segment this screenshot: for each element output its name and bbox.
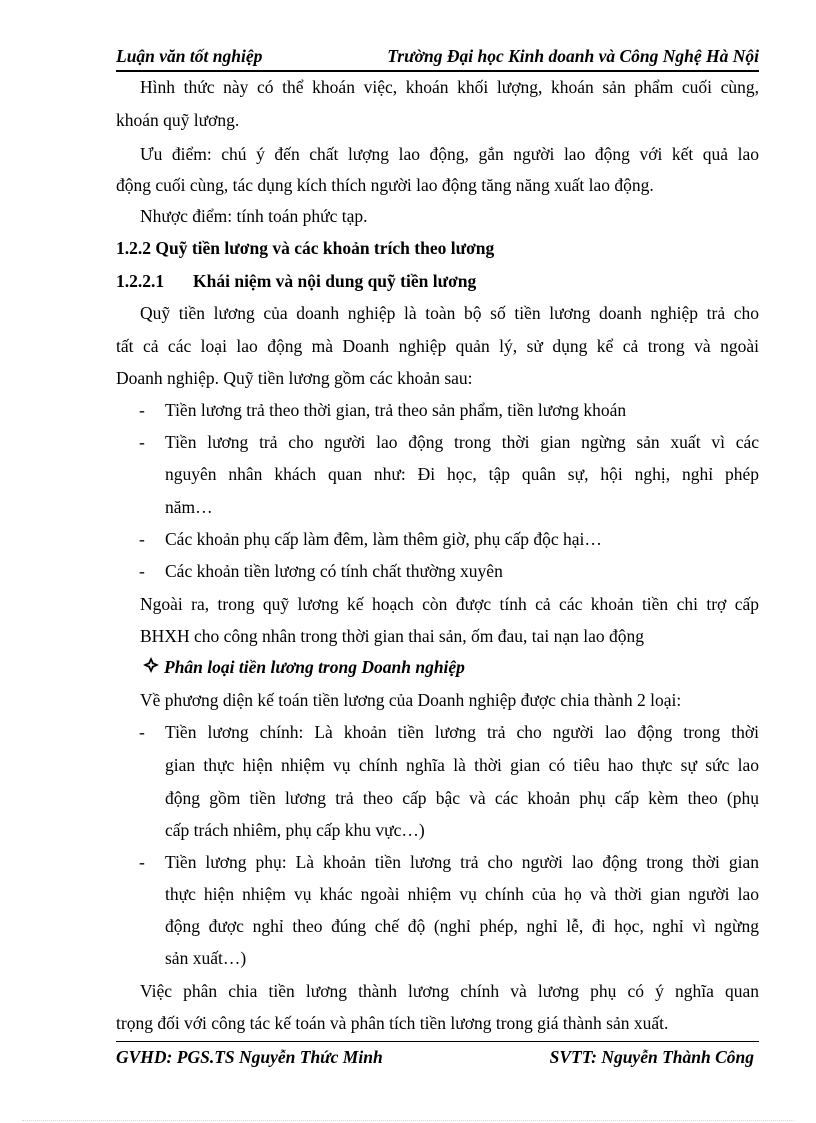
page-header xyxy=(116,44,759,72)
classification-heading: Phân loại tiền lương trong Doanh nghiệp xyxy=(164,657,465,677)
list-item-continued: cấp trách nhiêm, phụ cấp khu vực…) xyxy=(165,820,425,840)
paragraph-line: trọng đối với công tác kế toán và phân tích tiền lương trong giá thành sản xuất. xyxy=(116,1013,669,1033)
page-footer xyxy=(116,1041,759,1072)
list-dash: - xyxy=(139,400,145,420)
paragraph-line: Ngoài ra, trong quỹ lương kế hoạch còn được tính cả các khoản tiền chi trợ cấp xyxy=(140,594,759,614)
list-dash: - xyxy=(139,561,145,581)
paragraph-line: Ưu điểm: chú ý đến chất lượng lao động, gắn người lao động với kết quả lao xyxy=(140,144,759,164)
diamond-bullet-icon xyxy=(142,656,160,674)
list-item: Các khoản tiền lương có tính chất thường xuyên xyxy=(165,561,503,581)
footer-student: SVTT: Nguyễn Thành Công xyxy=(549,1047,754,1067)
list-item: Tiền lương trả theo thời gian, trả theo sản phẩm, tiền lương khoán xyxy=(165,400,627,420)
list-item-continued: động được nghỉ theo đúng chế độ (nghỉ phép, nghỉ lễ, đi học, nghỉ vì ngừng xyxy=(165,916,759,936)
subsection-heading: Khái niệm và nội dung quỹ tiền lương xyxy=(193,271,477,291)
paragraph-line: Nhược điểm: tính toán phức tạp. xyxy=(140,206,368,226)
list-item: Tiền lương trả cho người lao động trong thời gian ngừng sản xuất vì các xyxy=(165,432,759,452)
list-item-continued: gian thực hiện nhiệm vụ chính nghĩa là thời gian có tiêu hao thực sự sức lao xyxy=(165,755,759,775)
section-heading: 1.2.2 Quỹ tiền lương và các khoản trích theo lương xyxy=(116,238,495,258)
header-university-name: Trường Đại học Kinh doanh và Công Nghệ Hà Nội xyxy=(387,46,759,66)
paragraph-line: BHXH cho công nhân trong thời gian thai sản, ốm đau, tai nạn lao động xyxy=(140,626,645,646)
list-item-continued: nguyên nhân khách quan như: Đi học, tập quân sự, hội nghị, nghỉ phép xyxy=(165,464,759,484)
paragraph-line: Hình thức này có thể khoán việc, khoán khối lượng, khoán sản phẩm cuối cùng, xyxy=(140,77,759,97)
paragraph-line: Quỹ tiền lương của doanh nghiệp là toàn bộ số tiền lương doanh nghiệp trả cho xyxy=(140,303,759,323)
paragraph-line: Việc phân chia tiền lương thành lương chính và lương phụ có ý nghĩa quan xyxy=(140,981,759,1001)
subsection-number: 1.2.2.1 xyxy=(116,271,165,291)
list-item-continued: thực hiện nhiệm vụ khác ngoài nhiệm vụ chính của họ và thời gian người lao xyxy=(165,884,759,904)
list-dash: - xyxy=(139,722,145,742)
list-item: Các khoản phụ cấp làm đêm, làm thêm giờ, phụ cấp độc hại… xyxy=(165,529,602,549)
list-item-continued: năm… xyxy=(165,497,213,517)
paragraph-line: Về phương diện kế toán tiền lương của Doanh nghiệp được chia thành 2 loại: xyxy=(140,690,682,710)
paragraph-line: khoán quỹ lương. xyxy=(116,110,240,130)
footer-supervisor: GVHD: PGS.TS Nguyễn Thức Minh xyxy=(116,1047,383,1067)
paragraph-line: tất cả các loại lao động mà Doanh nghiệp quản lý, sử dụng kể cả trong và ngoài xyxy=(116,336,759,356)
list-item: Tiền lương chính: Là khoản tiền lương trả cho người lao động trong thời xyxy=(165,722,759,742)
list-dash: - xyxy=(139,852,145,872)
list-item-continued: động gồm tiền lương trả theo cấp bậc và các khoản phụ cấp kèm theo (phụ xyxy=(165,788,759,808)
list-item-continued: sản xuất…) xyxy=(165,948,247,968)
paragraph-line: Doanh nghiệp. Quỹ tiền lương gồm các khoản sau: xyxy=(116,368,473,388)
header-thesis-label: Luận văn tốt nghiệp xyxy=(116,46,263,66)
list-dash: - xyxy=(139,432,145,452)
list-dash: - xyxy=(139,529,145,549)
page-bottom-border xyxy=(22,1120,794,1121)
paragraph-line: động cuối cùng, tác dụng kích thích người lao động tăng năng xuất lao động. xyxy=(116,175,654,195)
list-item: Tiền lương phụ: Là khoản tiền lương trả cho người lao động trong thời gian xyxy=(165,852,759,872)
